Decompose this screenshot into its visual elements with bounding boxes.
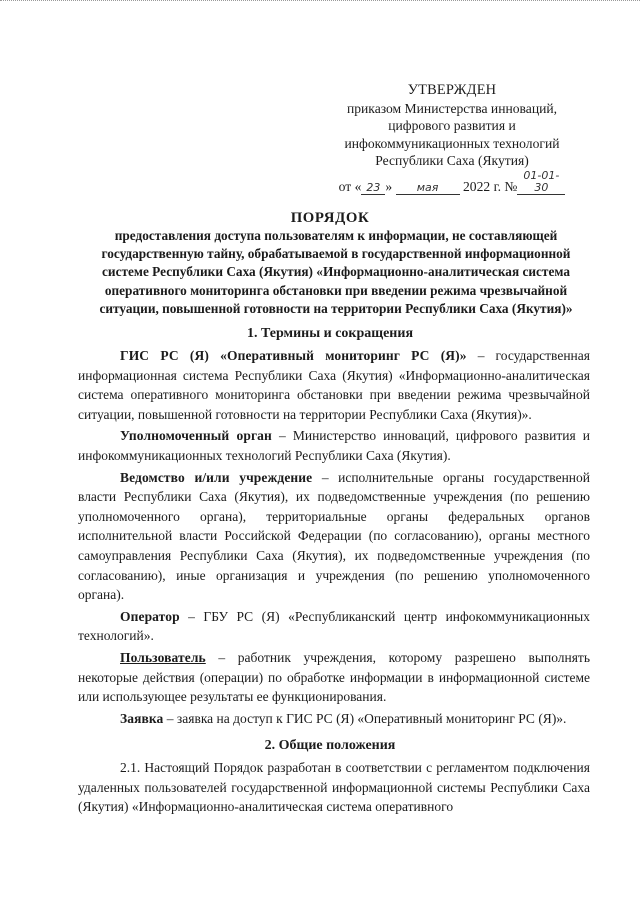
term-paragraph (78, 648, 590, 707)
general-provisions (78, 758, 590, 819)
handwritten-day: 23 (361, 182, 385, 195)
term-paragraph (78, 346, 590, 424)
term-paragraph (78, 709, 590, 729)
document-subtitle: предоставления доступа пользователям к информации, не составляющей государственную тайну, обрабатываемой в государственной информационной системе Республики Саха (Якутия) «Информационно-аналитическая система оперативного мониторинга обстановки при введении режима чрезвычайной ситуации, повышенной готовности на территории Республики Саха (Якутия)» (99, 228, 573, 316)
section-heading-terms: 1. Термины и сокращения (246, 326, 414, 341)
section-heading-general: 2. Общие положения (264, 738, 396, 753)
term-name: Уполномоченный орган (120, 428, 272, 444)
approval-line: инфокоммуникационных технологий (344, 135, 560, 151)
term-definition: – исполнительные органы государственной власти Республики Саха (Якутия), их подведомственные учреждения (по решению уполномоченного органа), территориальные органы федеральных органов исполнительной власти Российской Федерации (по согласованию), органы местного самоуправления Республики Саха (Якутия), их подведомственные учреждения (по согласованию), иные организация и учреждения (по решению уполномоченного органа). (78, 469, 590, 603)
document-title: ПОРЯДОК (290, 210, 370, 226)
term-name: Оператор (120, 608, 180, 624)
terms-list (78, 346, 590, 730)
approval-line: приказом Министерства инноваций, (346, 100, 558, 116)
approval-date-line (322, 170, 582, 196)
term-paragraph (78, 426, 590, 465)
approval-line: цифрового развития и (388, 118, 516, 134)
date-prefix: от « (338, 178, 362, 194)
term-definition: – Министерство инноваций, цифрового развития и инфокоммуникационных технологий Республики Саха (Якутия). (78, 428, 590, 463)
term-definition: – заявка на доступ к ГИС РС (Я) «Оперативный мониторинг РС (Я)». (163, 710, 567, 726)
term-name: Пользователь (120, 649, 206, 665)
approval-heading: УТВЕРЖДЕН (407, 82, 497, 98)
term-name: ГИС РС (Я) «Оперативный мониторинг РС (Я)» (120, 348, 467, 363)
handwritten-month: мая (396, 182, 460, 195)
term-name: Заявка (120, 710, 164, 726)
term-name: Ведомство и/или учреждение (120, 469, 313, 485)
provision-paragraph: 2.1. Настоящий Порядок разработан в соответствии с регламентом подключения удаленных пользователей государственной информационной системы Республики Саха (Якутия) «Информационно-аналитическая система оперативного (78, 760, 590, 815)
scan-top-edge (0, 0, 640, 4)
approval-line: Республики Саха (Якутия) (375, 153, 529, 169)
term-definition: – работник учреждения, которому разрешено выполнять некоторые действия (операции) по обработке информации в информационной системе или использующее результаты ее функционирования. (78, 649, 590, 705)
handwritten-order-number: 01-01-30 (517, 170, 565, 195)
term-paragraph (78, 468, 590, 605)
approval-stamp (322, 82, 582, 196)
date-year: 2022 г. № (462, 178, 518, 194)
term-definition: – ГБУ РС (Я) «Республиканский центр инфокоммуникационных технологий». (78, 608, 590, 644)
term-definition: – государственная информационная система Республики Саха (Якутия) «Информационно-аналитическая система оперативного мониторинга обстановки при введении режима чрезвычайной ситуации, повышенной готовности на территории Республики Саха (Якутия)». (78, 348, 590, 422)
date-mid: » (385, 178, 393, 194)
term-paragraph (78, 607, 590, 646)
